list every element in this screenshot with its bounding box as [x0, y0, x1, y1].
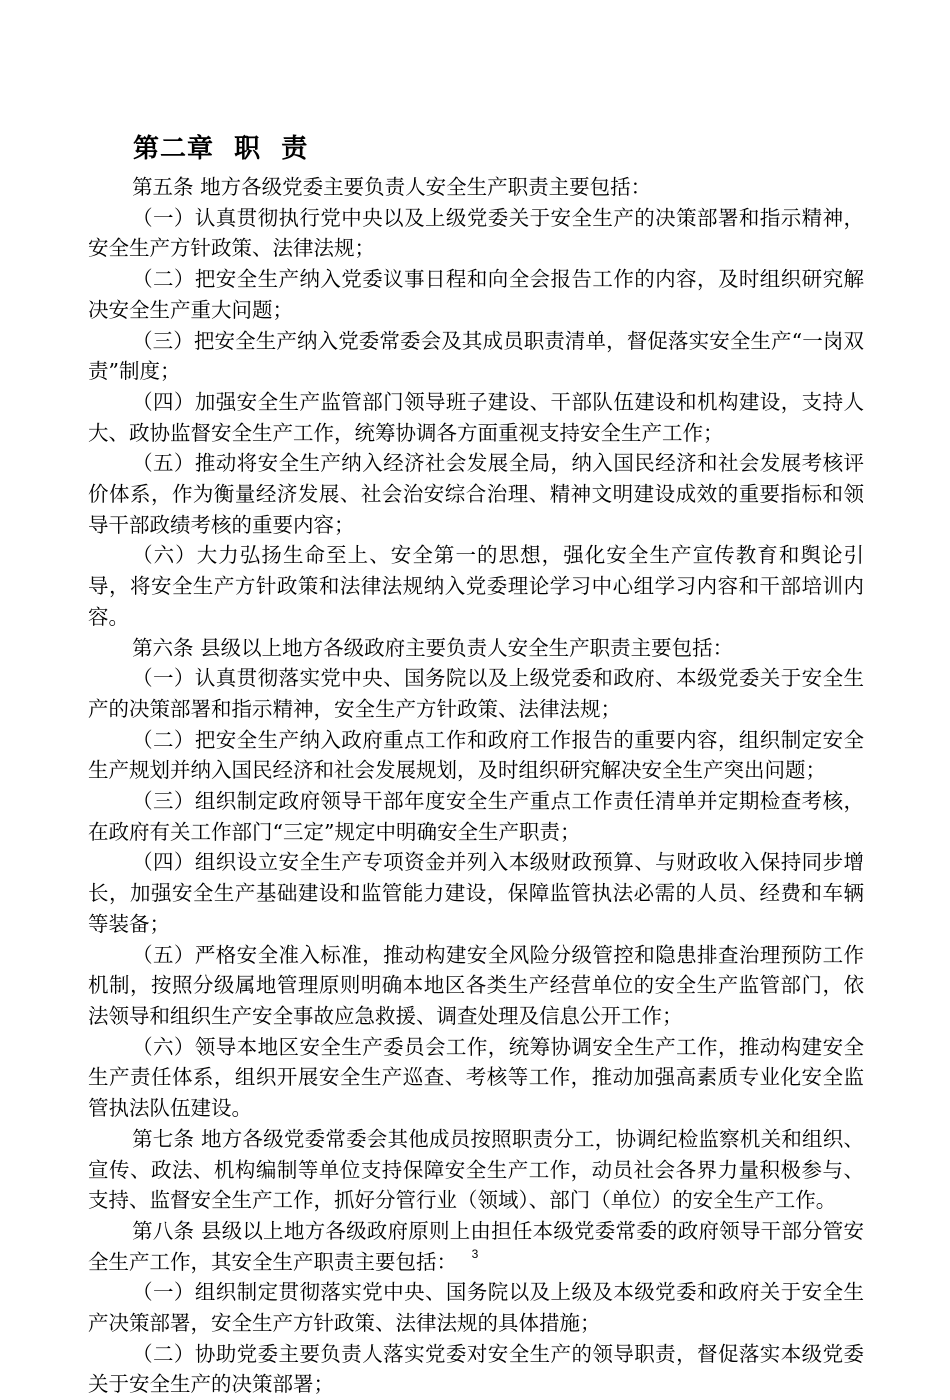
paragraph: （三）把安全生产纳入党委常委会及其成员职责清单，督促落实安全生产“一岗双责”制度； [88, 328, 864, 384]
page-number: 3 [471, 1247, 479, 1261]
document-body [88, 172, 864, 1400]
paragraph: 第六条 县级以上地方各级政府主要负责人安全生产职责主要包括： [132, 635, 734, 660]
paragraph: （二）把安全生产纳入党委议事日程和向全会报告工作的内容，及时组织研究解决安全生产重大问题； [88, 267, 864, 322]
chapter-title: 第二章 职 责 [133, 134, 309, 164]
paragraph: （一）组织制定贯彻落实党中央、国务院以及上级及本级党委和政府关于安全生产决策部署，安全生产方针政策、法律法规的具体措施； [88, 1280, 864, 1336]
paragraph: （六）领导本地区安全生产委员会工作，统筹协调安全生产工作，推动构建安全生产责任体系，组织开展安全生产巡查、考核等工作，推动加强高素质专业化安全监管执法队伍建设。 [88, 1034, 864, 1121]
paragraph: （二）把安全生产纳入政府重点工作和政府工作报告的重要内容，组织制定安全生产规划并纳入国民经济和社会发展规划，及时组织研究解决安全生产突出问题； [88, 727, 864, 783]
paragraph: （一）认真贯彻执行党中央以及上级党委关于安全生产的决策部署和指示精神，安全生产方针政策、法律法规； [88, 205, 864, 261]
paragraph: （四）组织设立安全生产专项资金并列入本级财政预算、与财政收入保持同步增长，加强安全生产基础建设和监管能力建设，保障监管执法必需的人员、经费和车辆等装备； [88, 850, 864, 936]
paragraph: （一）认真贯彻落实党中央、国务院以及上级党委和政府、本级党委关于安全生产的决策部署和指示精神，安全生产方针政策、法律法规； [88, 666, 864, 721]
paragraph: （二）协助党委主要负责人落实党委对安全生产的领导职责，督促落实本级党委关于安全生产的决策部署； [88, 1341, 864, 1397]
paragraph: （三）组织制定政府领导干部年度安全生产重点工作责任清单并定期检查考核，在政府有关工作部门“三定”规定中明确安全生产职责； [88, 789, 864, 844]
paragraph: 第八条 县级以上地方各级政府原则上由担任本级党委常委的政府领导干部分管安全生产工作，其安全生产职责主要包括： [88, 1218, 864, 1274]
paragraph: 第七条 地方各级党委常委会其他成员按照职责分工，协调纪检监察机关和组织、宣传、政法、机构编制等单位支持保障安全生产工作，动员社会各界力量积极参与、支持、监督安全生产工作，抓好分管行业（领域）、部门（单位）的安全生产工作。 [88, 1126, 864, 1213]
paragraph: （五）推动将安全生产纳入经济社会发展全局，纳入国民经济和社会发展考核评价体系，作为衡量经济发展、社会治安综合治理、精神文明建设成效的重要指标和领导干部政绩考核的重要内容； [88, 451, 864, 537]
paragraph: 第五条 地方各级党委主要负责人安全生产职责主要包括： [132, 175, 652, 199]
paragraph: （五）严格安全准入标准，推动构建安全风险分级管控和隐患排查治理预防工作机制，按照分级属地管理原则明确本地区各类生产经营单位的安全生产监管部门，依法领导和组织生产安全事故应急救援、调查处理及信息公开工作； [88, 942, 864, 1028]
paragraph: （四）加强安全生产监管部门领导班子建设、干部队伍建设和机构建设，支持人大、政协监督安全生产工作，统筹协调各方面重视支持安全生产工作； [88, 389, 864, 445]
paragraph: （六）大力弘扬生命至上、安全第一的思想，强化安全生产宣传教育和舆论引导，将安全生产方针政策和法律法规纳入党委理论学习中心组学习内容和干部培训内容。 [88, 543, 864, 629]
